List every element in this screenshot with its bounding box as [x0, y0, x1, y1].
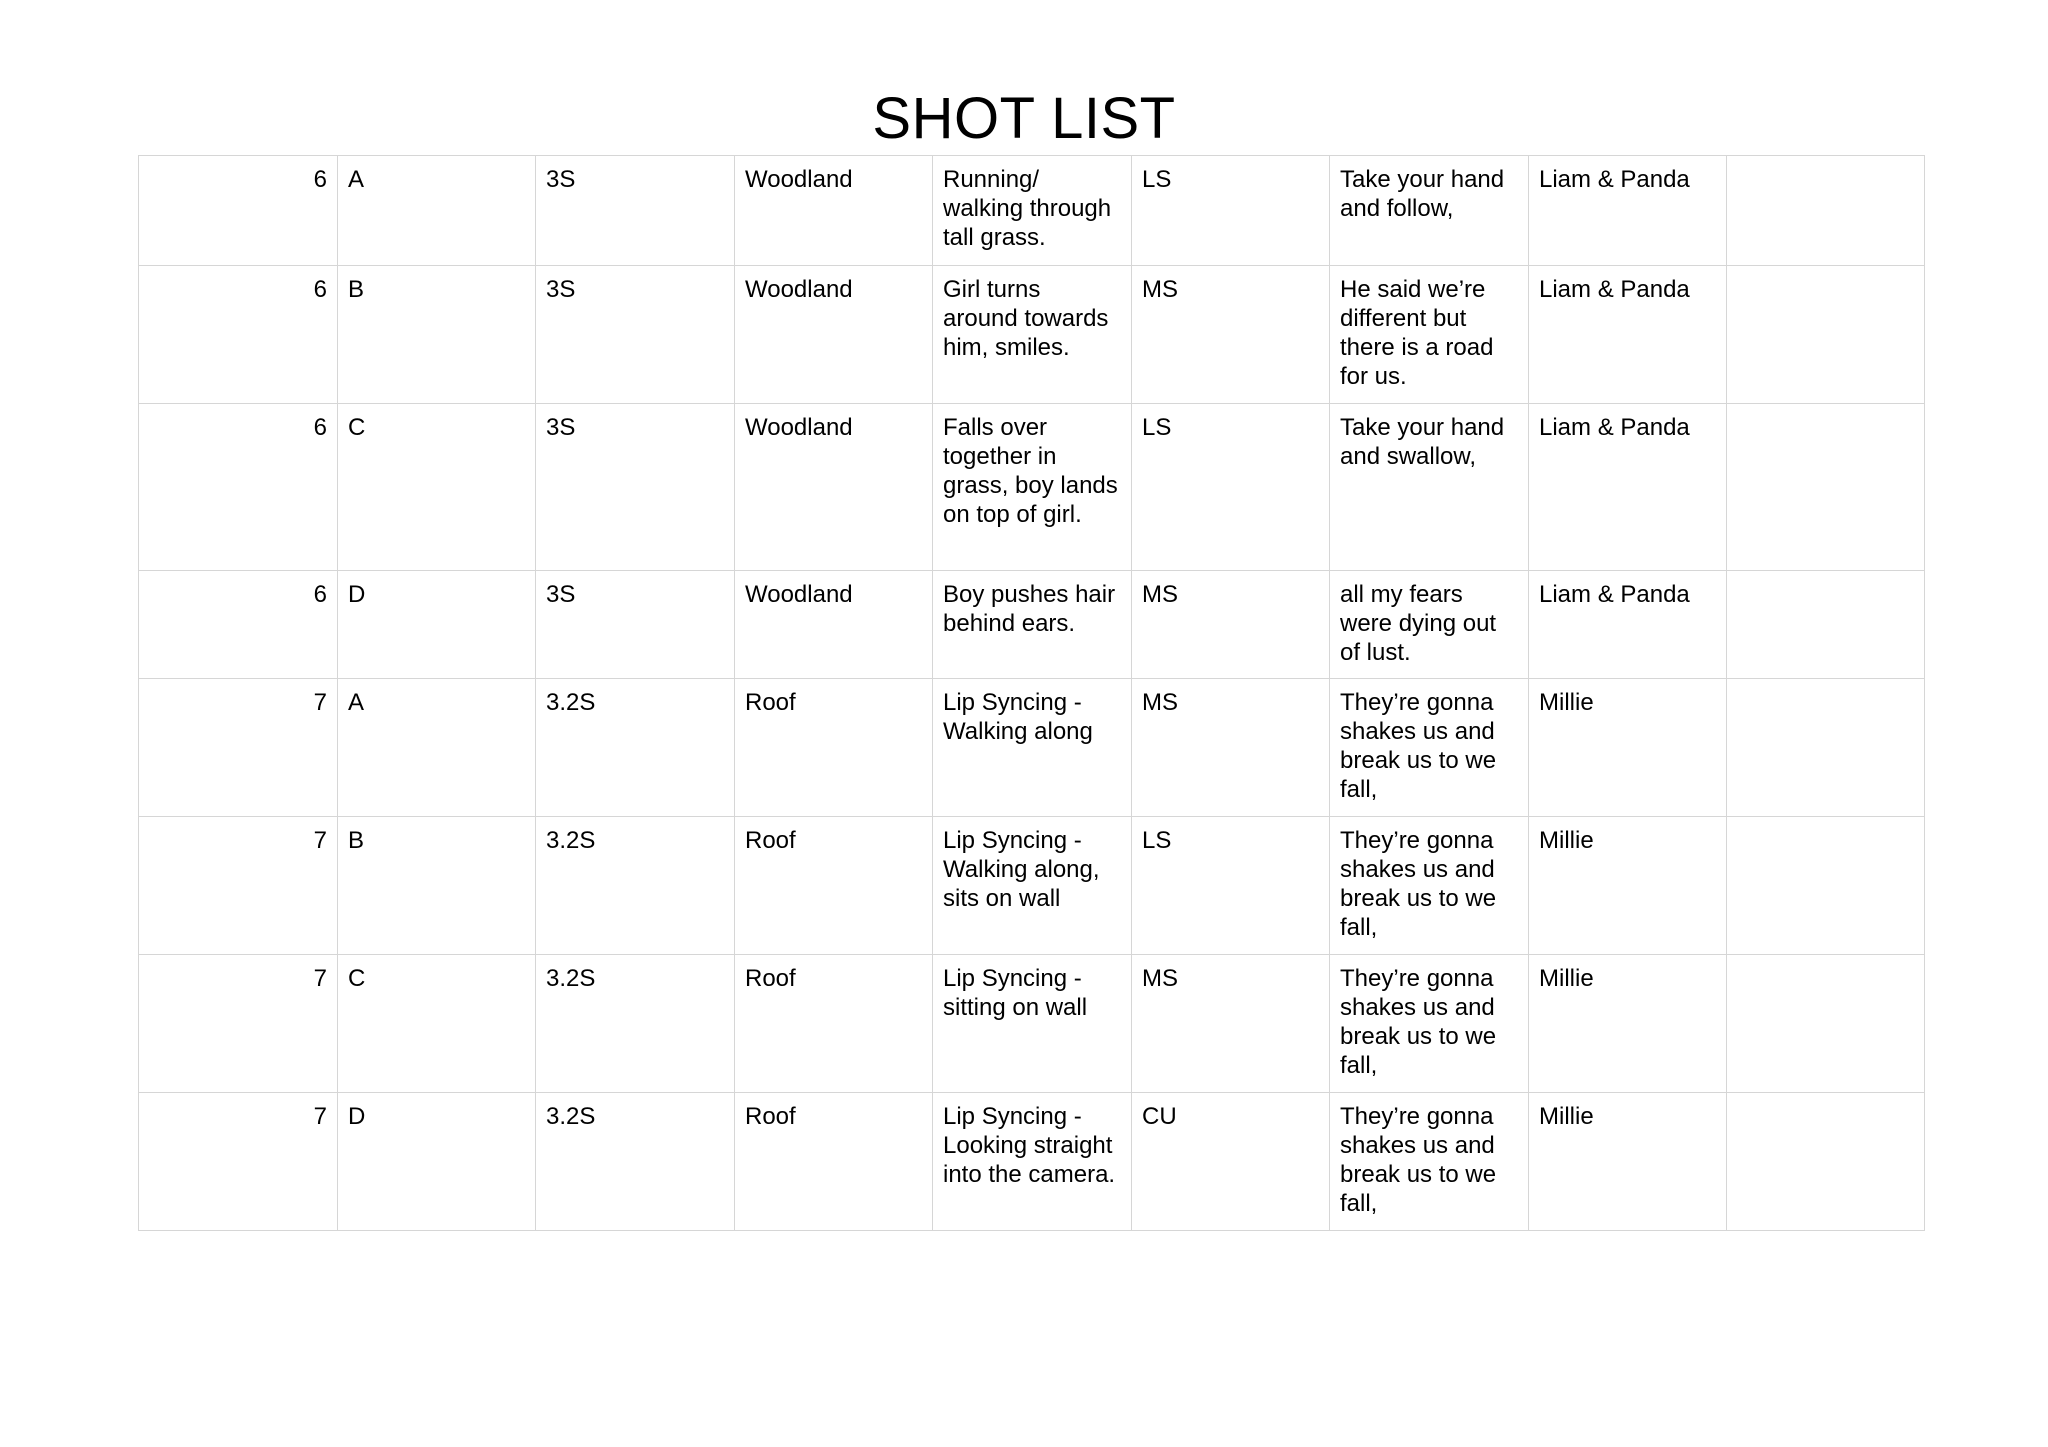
shot-type-cell: MS	[1132, 955, 1330, 1093]
table-row	[139, 679, 1925, 817]
scene-cell: 6	[139, 266, 338, 404]
table-row	[139, 571, 1925, 679]
lyrics-cell: all my fears were dying out of lust.	[1330, 571, 1529, 679]
cast-cell: Liam & Panda	[1529, 266, 1727, 404]
scene-cell: 6	[139, 156, 338, 266]
location-cell: Roof	[735, 955, 933, 1093]
action-cell: Lip Syncing - sitting on wall	[933, 955, 1132, 1093]
lyrics-cell: He said we’re different but there is a road for us.	[1330, 266, 1529, 404]
shot-type-cell: MS	[1132, 679, 1330, 817]
duration-cell: 3.2S	[536, 679, 735, 817]
page-title: SHOT LIST	[872, 86, 1176, 151]
table-row	[139, 266, 1925, 404]
shot-type-cell: MS	[1132, 266, 1330, 404]
action-cell: Lip Syncing - Walking along	[933, 679, 1132, 817]
lyrics-cell: They’re gonna shakes us and break us to we fall,	[1330, 679, 1529, 817]
scene-cell: 7	[139, 679, 338, 817]
shot-list-table	[138, 155, 1925, 1231]
notes-cell	[1727, 955, 1925, 1093]
location-cell: Roof	[735, 817, 933, 955]
action-cell: Running/ walking through tall grass.	[933, 156, 1132, 266]
notes-cell	[1727, 571, 1925, 679]
shot-cell: C	[338, 404, 536, 571]
scene-cell: 6	[139, 404, 338, 571]
location-cell: Roof	[735, 1093, 933, 1231]
table-row	[139, 1093, 1925, 1231]
shot-cell: B	[338, 266, 536, 404]
table-row	[139, 817, 1925, 955]
duration-cell: 3S	[536, 404, 735, 571]
action-cell: Girl turns around towards him, smiles.	[933, 266, 1132, 404]
notes-cell	[1727, 404, 1925, 571]
table-row	[139, 156, 1925, 266]
scene-cell: 6	[139, 571, 338, 679]
table-row	[139, 404, 1925, 571]
shot-cell: D	[338, 1093, 536, 1231]
shot-cell: D	[338, 571, 536, 679]
shot-cell: A	[338, 156, 536, 266]
cast-cell: Liam & Panda	[1529, 571, 1727, 679]
shot-cell: A	[338, 679, 536, 817]
duration-cell: 3S	[536, 266, 735, 404]
notes-cell	[1727, 266, 1925, 404]
shot-type-cell: MS	[1132, 571, 1330, 679]
table-row	[139, 955, 1925, 1093]
cast-cell: Millie	[1529, 1093, 1727, 1231]
scene-cell: 7	[139, 1093, 338, 1231]
lyrics-cell: They’re gonna shakes us and break us to we fall,	[1330, 817, 1529, 955]
notes-cell	[1727, 156, 1925, 266]
cast-cell: Millie	[1529, 955, 1727, 1093]
location-cell: Woodland	[735, 156, 933, 266]
location-cell: Woodland	[735, 404, 933, 571]
lyrics-cell: Take your hand and follow,	[1330, 156, 1529, 266]
location-cell: Roof	[735, 679, 933, 817]
action-cell: Lip Syncing - Looking straight into the camera.	[933, 1093, 1132, 1231]
shot-cell: C	[338, 955, 536, 1093]
location-cell: Woodland	[735, 571, 933, 679]
cast-cell: Millie	[1529, 817, 1727, 955]
shot-type-cell: CU	[1132, 1093, 1330, 1231]
duration-cell: 3S	[536, 156, 735, 266]
location-cell: Woodland	[735, 266, 933, 404]
duration-cell: 3S	[536, 571, 735, 679]
cast-cell: Liam & Panda	[1529, 404, 1727, 571]
cast-cell: Liam & Panda	[1529, 156, 1727, 266]
action-cell: Lip Syncing - Walking along, sits on wall	[933, 817, 1132, 955]
lyrics-cell: They’re gonna shakes us and break us to we fall,	[1330, 1093, 1529, 1231]
scene-cell: 7	[139, 955, 338, 1093]
duration-cell: 3.2S	[536, 817, 735, 955]
shot-cell: B	[338, 817, 536, 955]
lyrics-cell: Take your hand and swallow,	[1330, 404, 1529, 571]
notes-cell	[1727, 1093, 1925, 1231]
action-cell: Falls over together in grass, boy lands on top of girl.	[933, 404, 1132, 571]
duration-cell: 3.2S	[536, 955, 735, 1093]
shot-type-cell: LS	[1132, 404, 1330, 571]
notes-cell	[1727, 679, 1925, 817]
shot-type-cell: LS	[1132, 156, 1330, 266]
duration-cell: 3.2S	[536, 1093, 735, 1231]
scene-cell: 7	[139, 817, 338, 955]
cast-cell: Millie	[1529, 679, 1727, 817]
shot-type-cell: LS	[1132, 817, 1330, 955]
notes-cell	[1727, 817, 1925, 955]
action-cell: Boy pushes hair behind ears.	[933, 571, 1132, 679]
lyrics-cell: They’re gonna shakes us and break us to we fall,	[1330, 955, 1529, 1093]
